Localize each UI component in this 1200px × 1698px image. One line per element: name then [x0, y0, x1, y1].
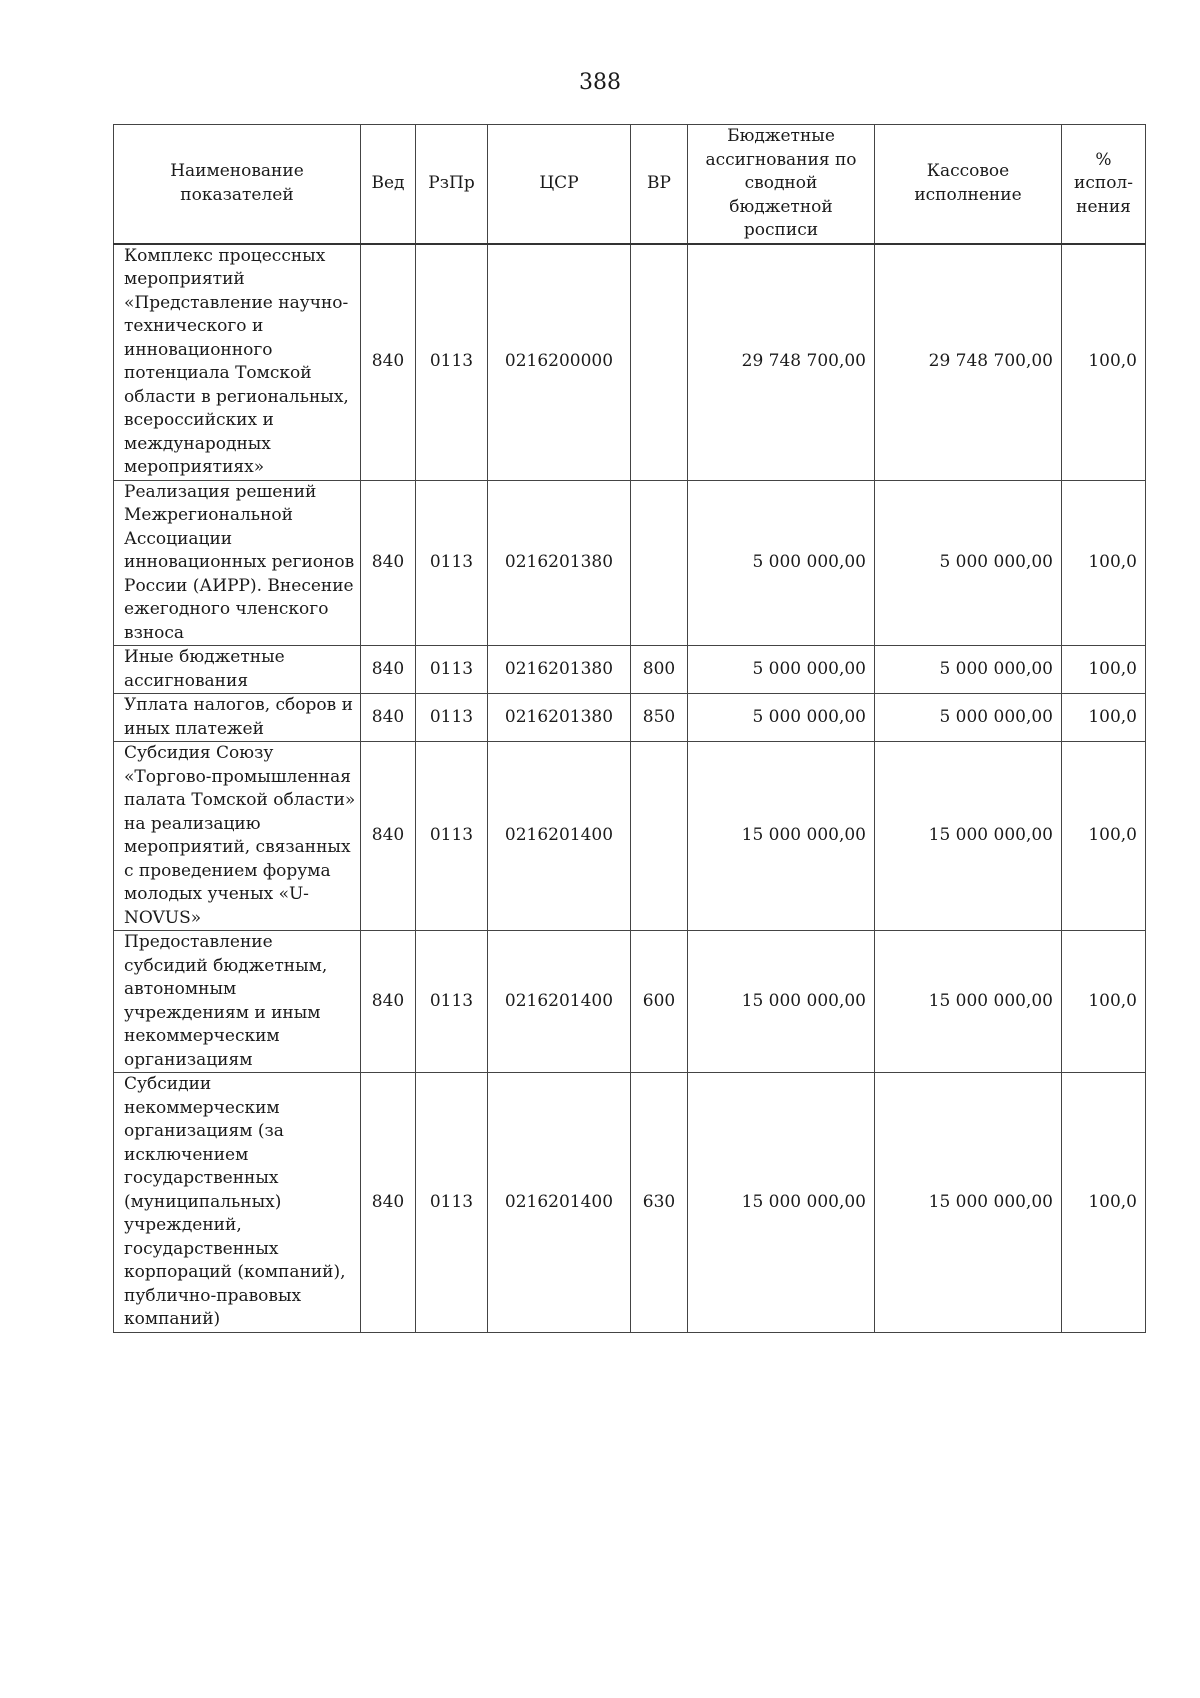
cell-pct: 100,0 [1062, 244, 1146, 481]
cell-name: Субсидии некоммерческим организациям (за исключением государственных (муниципальных) учреждений, государственных корпораций (компаний), публично-правовых компаний) [114, 1073, 361, 1333]
cell-pct: 100,0 [1062, 646, 1146, 694]
cell-vr [631, 244, 688, 481]
cell-budget: 5 000 000,00 [688, 646, 875, 694]
cell-csr: 0216201380 [488, 694, 631, 742]
header-rzpr: РзПр [416, 125, 488, 244]
cell-pct: 100,0 [1062, 480, 1146, 646]
cell-cash: 5 000 000,00 [875, 646, 1062, 694]
cell-csr: 0216200000 [488, 244, 631, 481]
cell-name: Предоставление субсидий бюджетным, автономным учреждениям и иным некоммерческим организациям [114, 931, 361, 1073]
cell-vr: 630 [631, 1073, 688, 1333]
cell-name: Реализация решений Межрегиональной Ассоциации инновационных регионов России (АИРР). Внесение ежегодного членского взноса [114, 480, 361, 646]
table-row [114, 931, 1146, 1073]
cell-ved: 840 [361, 244, 416, 481]
cell-csr: 0216201400 [488, 742, 631, 931]
cell-csr: 0216201400 [488, 1073, 631, 1333]
cell-name: Субсидия Союзу «Торгово-промышленная палата Томской области» на реализацию мероприятий, связанных с проведением форума молодых ученых «U-NOVUS» [114, 742, 361, 931]
table-row [114, 244, 1146, 481]
cell-csr: 0216201380 [488, 480, 631, 646]
header-cash: Кассовое исполнение [875, 125, 1062, 244]
cell-budget: 5 000 000,00 [688, 694, 875, 742]
table-row [114, 480, 1146, 646]
cell-budget: 15 000 000,00 [688, 742, 875, 931]
cell-cash: 15 000 000,00 [875, 1073, 1062, 1333]
header-csr: ЦСР [488, 125, 631, 244]
cell-cash: 5 000 000,00 [875, 694, 1062, 742]
table-row [114, 742, 1146, 931]
header-vr: ВР [631, 125, 688, 244]
cell-csr: 0216201400 [488, 931, 631, 1073]
cell-vr: 850 [631, 694, 688, 742]
cell-vr [631, 742, 688, 931]
cell-rzpr: 0113 [416, 1073, 488, 1333]
cell-name: Уплата налогов, сборов и иных платежей [114, 694, 361, 742]
table-row [114, 1073, 1146, 1333]
cell-csr: 0216201380 [488, 646, 631, 694]
table-header-row [114, 125, 1146, 244]
table-row [114, 646, 1146, 694]
cell-rzpr: 0113 [416, 694, 488, 742]
cell-budget: 15 000 000,00 [688, 931, 875, 1073]
cell-cash: 29 748 700,00 [875, 244, 1062, 481]
header-pct: % испол-нения [1062, 125, 1146, 244]
cell-vr: 800 [631, 646, 688, 694]
cell-name: Иные бюджетные ассигнования [114, 646, 361, 694]
cell-rzpr: 0113 [416, 480, 488, 646]
cell-budget: 5 000 000,00 [688, 480, 875, 646]
cell-ved: 840 [361, 931, 416, 1073]
cell-ved: 840 [361, 1073, 416, 1333]
cell-cash: 5 000 000,00 [875, 480, 1062, 646]
header-name: Наименование показателей [114, 125, 361, 244]
cell-vr: 600 [631, 931, 688, 1073]
cell-pct: 100,0 [1062, 694, 1146, 742]
cell-ved: 840 [361, 742, 416, 931]
cell-pct: 100,0 [1062, 931, 1146, 1073]
cell-ved: 840 [361, 480, 416, 646]
cell-pct: 100,0 [1062, 742, 1146, 931]
cell-vr [631, 480, 688, 646]
page-number: 388 [579, 70, 621, 95]
table-row [114, 694, 1146, 742]
cell-rzpr: 0113 [416, 931, 488, 1073]
budget-table [113, 124, 1146, 1333]
cell-budget: 15 000 000,00 [688, 1073, 875, 1333]
cell-cash: 15 000 000,00 [875, 742, 1062, 931]
cell-name: Комплекс процессных мероприятий «Представление научно-технического и инновационного потенциала Томской области в региональных, всероссийских и международных мероприятиях» [114, 244, 361, 481]
cell-cash: 15 000 000,00 [875, 931, 1062, 1073]
cell-rzpr: 0113 [416, 646, 488, 694]
cell-budget: 29 748 700,00 [688, 244, 875, 481]
header-budget: Бюджетные ассигнования по сводной бюджетной росписи [688, 125, 875, 244]
cell-ved: 840 [361, 694, 416, 742]
cell-rzpr: 0113 [416, 244, 488, 481]
cell-ved: 840 [361, 646, 416, 694]
cell-rzpr: 0113 [416, 742, 488, 931]
header-ved: Вед [361, 125, 416, 244]
cell-pct: 100,0 [1062, 1073, 1146, 1333]
